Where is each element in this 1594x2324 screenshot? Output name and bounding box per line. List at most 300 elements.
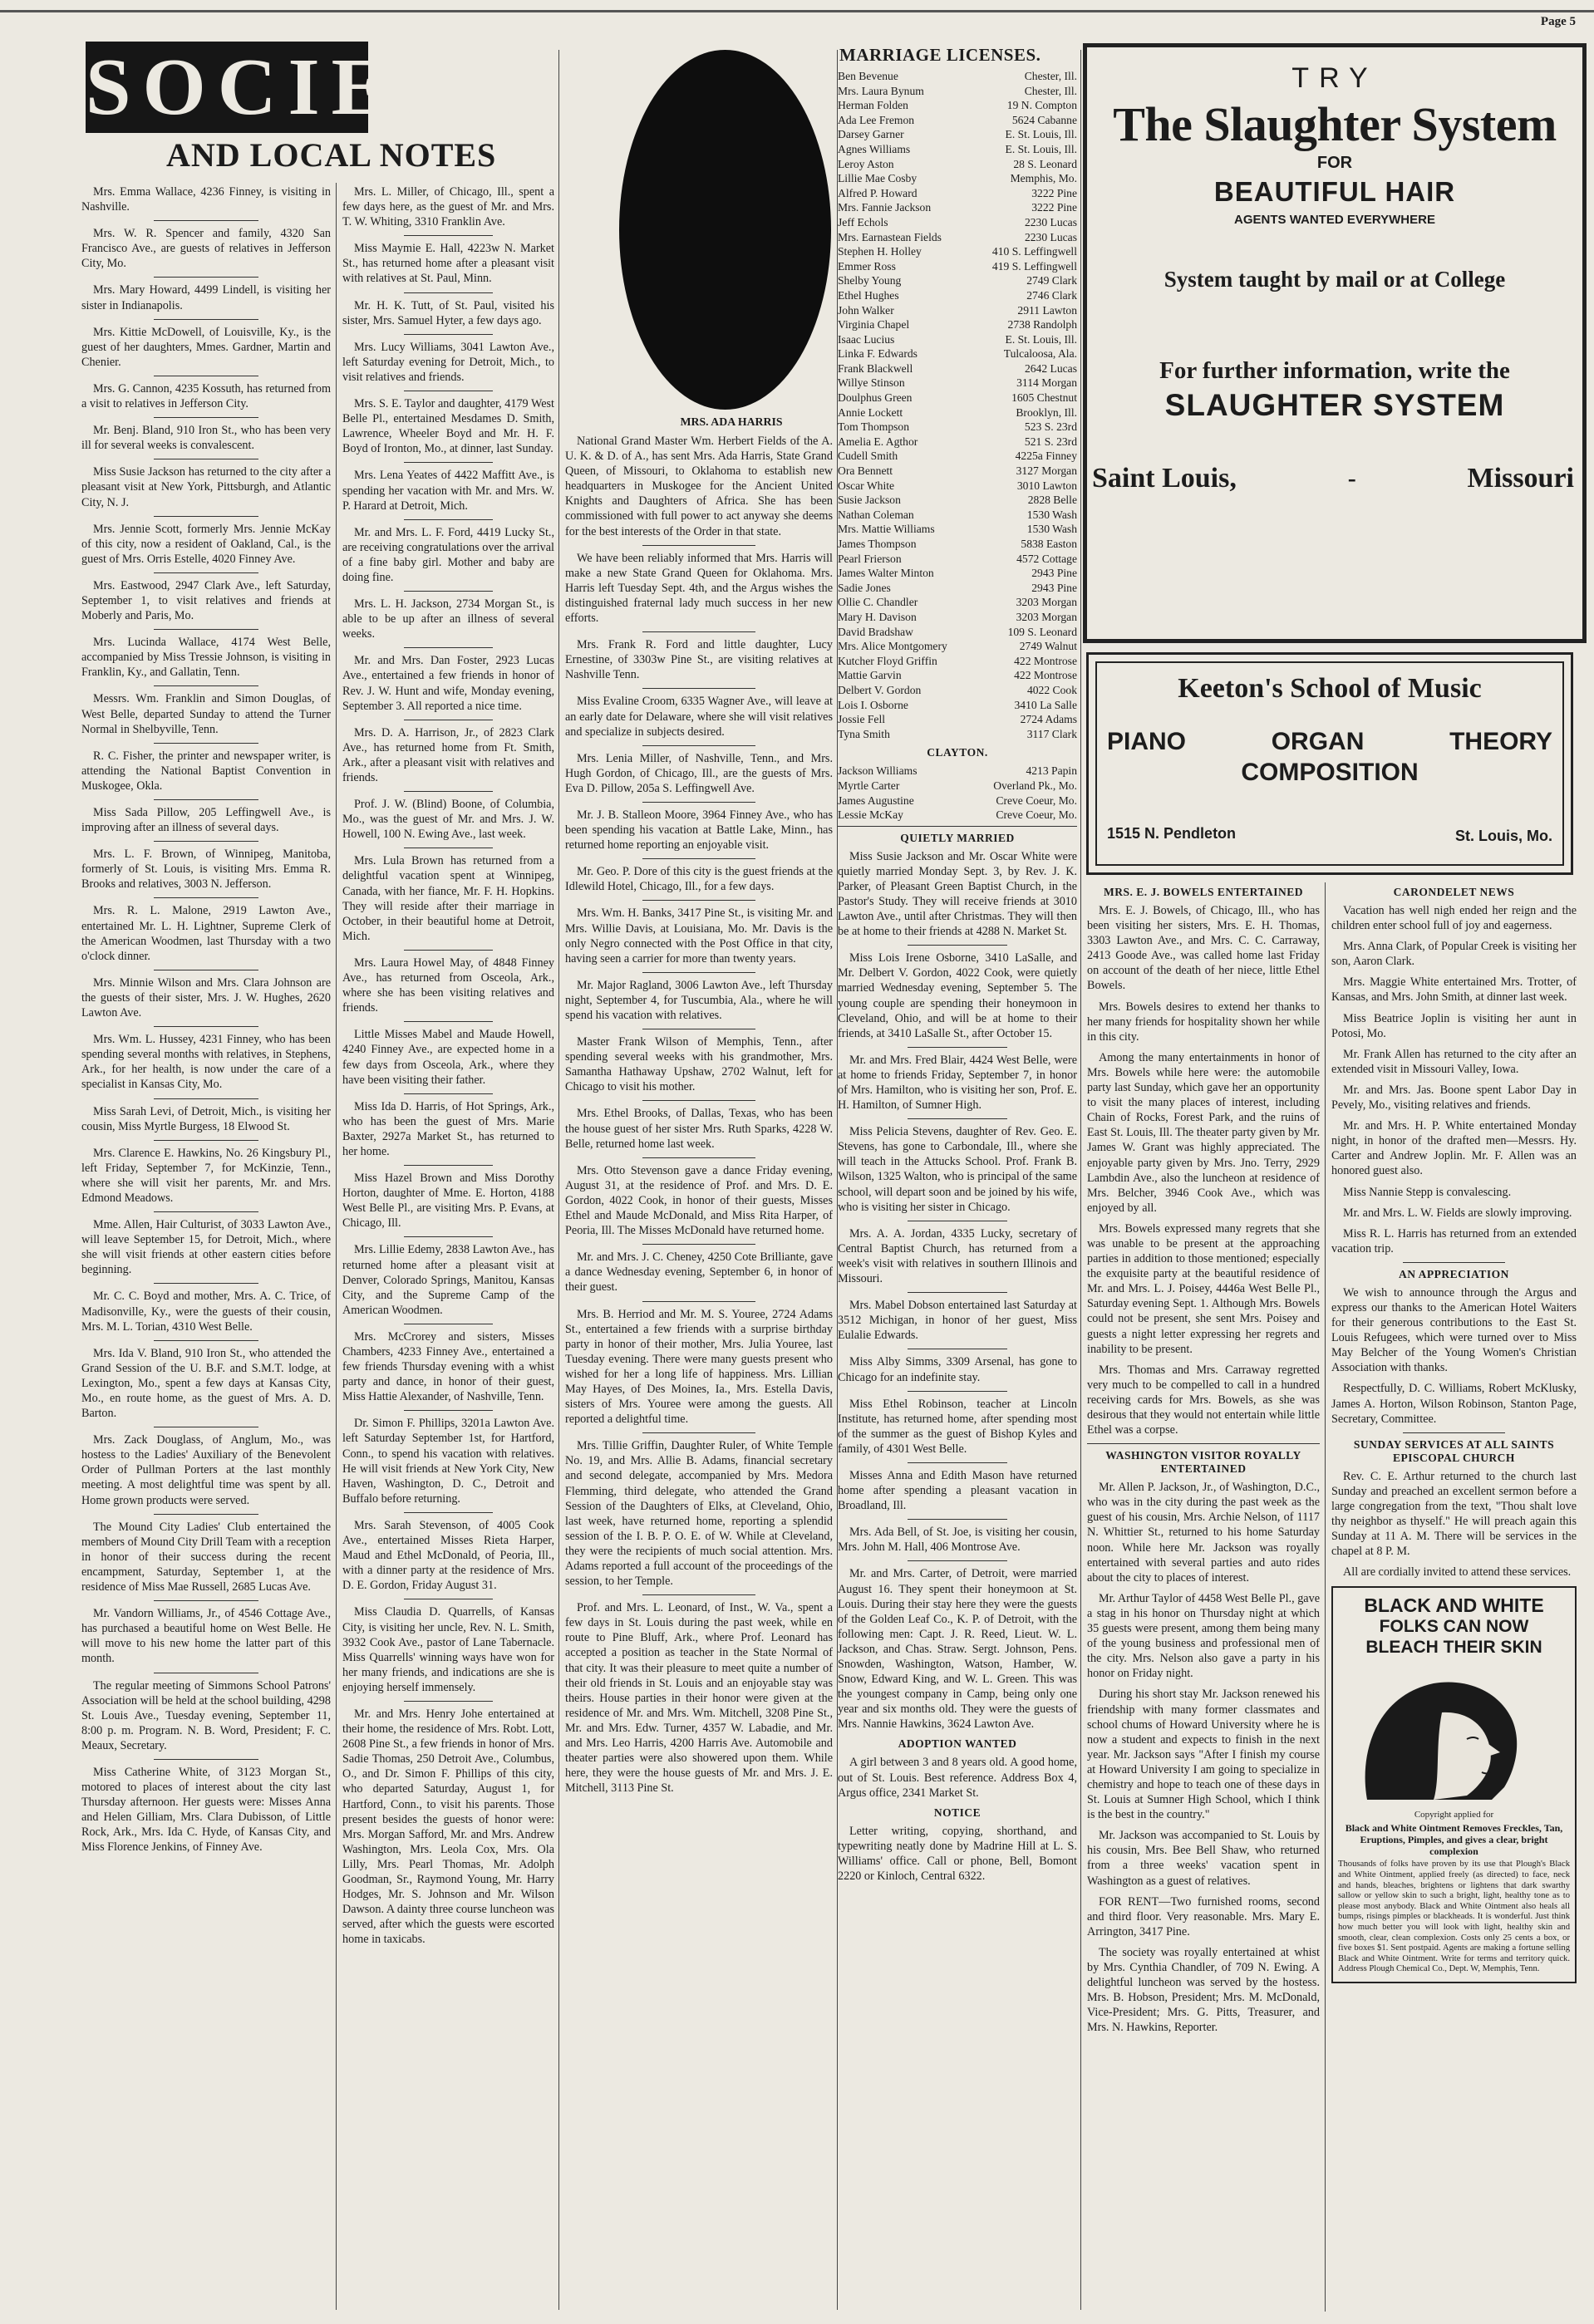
item-divider: [404, 1165, 493, 1166]
news-item: All are cordially invited to attend these services.: [1343, 1565, 1572, 1580]
license-name: Amelia E. Agthor: [838, 435, 918, 448]
license-name: Lessie McKay: [838, 808, 903, 822]
woman-profile-illustration: [1342, 1663, 1567, 1808]
license-name: Virginia Chapel: [838, 318, 910, 332]
item-divider: [154, 516, 258, 517]
news-item: Mrs. Emma Wallace, 4236 Finney, is visiting in Nashville.: [81, 185, 331, 214]
license-address: 3222 Pine: [1031, 186, 1077, 199]
item-divider: [154, 685, 258, 686]
license-name: Stephen H. Holley: [838, 245, 922, 258]
license-name: Leroy Aston: [838, 157, 894, 170]
license-entry: [838, 303, 1077, 318]
keeton-city: St. Louis, Mo.: [1455, 828, 1552, 844]
news-item: Mr. Benj. Bland, 910 Iron St., who has been very ill for several weeks is convalescent.: [81, 424, 331, 453]
license-name: Cudell Smith: [838, 450, 898, 463]
license-address: 5624 Cabanne: [1011, 113, 1077, 126]
news-item: Miss Sarah Levi, of Detroit, Mich., is visiting her cousin, Miss Myrtle Burgess, 18 Elwood St.: [81, 1104, 331, 1133]
item-divider: [404, 791, 493, 792]
license-name: Oscar White: [838, 479, 895, 492]
license-entry: [838, 244, 1077, 259]
news-item: Mr. C. C. Boyd and mother, Mrs. A. C. Trice, of Madisonville, Ky., were the guests of their cousin, Mrs. M. L. Torian, 4310 West Belle.: [81, 1290, 331, 1334]
license-address: 5838 Easton: [1021, 538, 1077, 550]
license-entry: [838, 259, 1077, 274]
bleach-line2: FOLKS CAN NOW: [1379, 1617, 1529, 1637]
bleach-tagline: Black and White Ointment Removes Freckles, Tan, Eruptions, Pimples, and gives a clear, bright complexion: [1345, 1822, 1563, 1858]
license-entry: [838, 127, 1077, 142]
carondelet-column: [1331, 881, 1577, 2310]
license-entry: [838, 332, 1077, 347]
item-divider: [642, 1244, 755, 1245]
news-item: Mme. Allen, Hair Culturist, of 3033 Lawton Ave., will leave September 15, for Detroit, Mich., where she will visit friends at other eastern cities before beginning.: [81, 1218, 331, 1277]
ad-taught: System taught by mail or at College: [1164, 267, 1506, 292]
license-name: James Thompson: [838, 538, 917, 550]
item-divider: [154, 220, 258, 221]
license-entry: [838, 171, 1077, 186]
news-item: Mrs. Sarah Stevenson, of 4005 Cook Ave., entertained Misses Rieta Harper, Maud and Ethel McDonald, of Peoria, Ill., with a dinner party at the residence of Mrs. D. E. Gordon, Friday August 31.: [342, 1518, 554, 1593]
item-divider: [908, 1519, 1008, 1520]
keeton-address: 1515 N. Pendleton: [1107, 825, 1237, 842]
news-item: Mrs. L. F. Brown, of Winnipeg, Manitoba, formerly of St. Louis, is visiting Mrs. Emma R. Brooks and relatives, 3003 N. Jefferson.: [81, 848, 331, 892]
news-item: Mrs. Lillie Edemy, 2838 Lawton Ave., has returned home after a pleasant visit at Denver, Colorado Springs, Manitou, Kansas City, and the Supreme Camp of the American Woodmen.: [342, 1243, 554, 1317]
news-item: Mrs. Maggie White entertained Mrs. Trotter, of Kansas, and Mrs. John Smith, at dinner last week.: [1331, 975, 1577, 1005]
news-item: Mrs. Ida V. Bland, 910 Iron St., who attended the Grand Session of the U. B.F. and S.M.T. lodge, at Lexington, Mo., spent a few days at Kansas City, Mo., en route home, as the guest of Mrs. A. D. Barton.: [81, 1346, 331, 1421]
item-divider: [404, 1701, 493, 1702]
appreciation-body: [1331, 1285, 1577, 1427]
marriage-licenses-list: [838, 69, 1077, 741]
news-item: Mrs. Frank R. Ford and little daughter, Lucy Ernestine, of 3303w Pine St., are visiting relatives at Nashville Tenn.: [565, 638, 833, 682]
license-entry: [838, 230, 1077, 245]
license-address: E. St. Louis, Ill.: [1005, 142, 1077, 155]
license-address: 2749 Clark: [1026, 274, 1077, 287]
news-item: Mr. Frank Allen has returned to the city after an extended visit in Missouri Valley, Iowa.: [1331, 1047, 1577, 1076]
license-address: 2746 Clark: [1026, 288, 1077, 302]
item-divider: [154, 1600, 258, 1601]
news-item: The Mound City Ladies' Club entertained the members of Mound City Drill Team with a reception in honor of their success during the recent encampment, Saturday, September 1, at the residence of Miss Mae Russell, 2685 Lucas Ave.: [81, 1520, 331, 1594]
license-address: 2943 Pine: [1031, 581, 1077, 594]
ad-agents: AGENTS WANTED EVERYWHERE: [1234, 213, 1435, 227]
license-name: Kutcher Floyd Griffin: [838, 654, 937, 667]
license-name: Alfred P. Howard: [838, 186, 918, 199]
adoption-text: A girl between 3 and 8 years old. A good home, out of St. Louis. Best reference. Address Box 4, Argus office, 2341 Market St.: [838, 1756, 1077, 1800]
ad-system: SLAUGHTER SYSTEM: [1164, 388, 1505, 422]
license-address: 2724 Adams: [1020, 713, 1077, 726]
top-rule: [0, 10, 1594, 12]
item-divider: [642, 858, 755, 859]
license-entry: [838, 508, 1077, 523]
item-divider: [642, 1432, 755, 1433]
news-item: Prof. J. W. (Blind) Boone, of Columbia, Mo., was the guest of Mr. and Mrs. J. W. Howell, 100 N. Ewing Ave., last week.: [342, 798, 554, 842]
washington-body: [1087, 1480, 1320, 2035]
license-entry: [838, 727, 1077, 742]
bleach-line1: BLACK AND WHITE: [1364, 1594, 1544, 1617]
news-item: Mrs. S. E. Taylor and daughter, 4179 West Belle Pl., entertained Mesdames D. Smith, Lawrence, Wheeler Boyd and Mr. H. F. Boyd of Ironton, Mo., at dinner, last Sunday.: [342, 397, 554, 456]
item-divider: [404, 1093, 493, 1094]
license-name: David Bradshaw: [838, 625, 913, 638]
license-name: Agnes Williams: [838, 142, 911, 155]
license-entry: [838, 552, 1077, 567]
license-entry: [838, 435, 1077, 450]
news-item: We have been reliably informed that Mrs. Harris will make a new State Grand Queen for Oklahoma. Mrs. Harris left Tuesday Sept. 4th, and the Argus wishes the distinguished fraternal lady much success in her new efforts.: [565, 551, 833, 626]
divider: [1403, 1262, 1506, 1263]
license-entry: [838, 391, 1077, 405]
license-entry: [838, 288, 1077, 303]
news-item: Miss Claudia D. Quarrells, of Kansas City, is visiting her uncle, Rev. N. L. Smith, 3932 Cook Ave., pastor of Lane Tabernacle. Miss Quarrells' winning ways have won for her many friends, and indications are she is enjoying herself immensely.: [342, 1605, 554, 1694]
license-address: 3410 La Salle: [1014, 698, 1077, 711]
item-divider: [404, 647, 493, 648]
news-item: Mrs. Lucy Williams, 3041 Lawton Ave., left Saturday evening for Detroit, Mich., to visit relatives and friends.: [342, 340, 554, 384]
license-address: 419 S. Leffingwell: [991, 259, 1077, 273]
news-item: Miss Ida D. Harris, of Hot Springs, Ark., who has been the guest of Mrs. Marie Baxter, 2927a Market St., has returned to her home.: [342, 1099, 554, 1158]
news-item: Misses Anna and Edith Mason have returned home after spending a pleasant vacation in Broadland, Ill.: [838, 1468, 1077, 1513]
news-item: Mrs. Thomas and Mrs. Carraway regretted very much to be compelled to call in a hundred receiving cards for Mrs. Bowels, as she was desirous that they would not entertain while little Ethel was a corpse.: [1087, 1363, 1320, 1437]
item-divider: [154, 277, 258, 278]
license-address: 4022 Cook: [1026, 683, 1077, 696]
item-divider: [908, 1560, 1008, 1561]
news-item: Mrs. Bowels expressed many regrets that she was unable to be present at the approaching parties in addition to those mentioned; especially the exquisite party at the beautiful residence of Mr. and Mrs. L. J. Poisey, 4446a West Belle Pl., Saturday evening Sept. 1. Although Mrs. Bowels could not be present, she sent Mrs. Poisey and guests a night letter expressing her regrets and inability to be present.: [1087, 1221, 1320, 1356]
license-entry: [838, 346, 1077, 361]
news-item: Miss Susie Jackson and Mr. Oscar White were quietly married Monday Sept. 3, by Rev. J. K. Parker, of Pleasant Green Baptist Church, in the Pastor's Study. They will receive friends at 3010 Lawton Ave., until after Christmas. They will then be at home to their friends at 4288 N. Market St.: [838, 849, 1077, 939]
license-address: Chester, Ill.: [1024, 84, 1077, 97]
license-name: Susie Jackson: [838, 494, 901, 507]
item-divider: [404, 519, 493, 520]
license-name: Ada Lee Fremon: [838, 113, 915, 126]
quietly-married-title: QUIETLY MARRIED: [900, 831, 1015, 844]
license-entry: [838, 479, 1077, 494]
news-item: Mr. Major Ragland, 3006 Lawton Ave., left Thursday night, September 4, for Tuscumbia, Ala., where he will spend his vacation with relatives.: [565, 978, 833, 1022]
news-item: Mrs. Wm. L. Hussey, 4231 Finney, who has been spending several months with relatives, in Stephens, Ark., for her health, is now under the care of a specialist in Kansas City, Mo.: [81, 1033, 331, 1092]
item-divider: [642, 802, 755, 803]
appreciation-title: AN APPRECIATION: [1399, 1267, 1509, 1280]
divider: [1403, 1432, 1506, 1433]
ad-hair: BEAUTIFUL HAIR: [1213, 176, 1456, 207]
bleach-ad: [1331, 1586, 1577, 1983]
sunday-body: [1331, 1469, 1577, 1580]
license-entry: [838, 610, 1077, 625]
keeton-music-ad: [1086, 652, 1573, 875]
news-item: The regular meeting of Simmons School Patrons' Association will be held at the school building, 4298 St. Louis Ave., Tuesday evening, September 11, 8:00 p. m. Program. N. B. Word, President; F. C. Meaux, Secretary.: [81, 1678, 331, 1752]
license-address: Chester, Ill.: [1024, 70, 1077, 82]
ad-for: FOR: [1316, 154, 1353, 172]
license-entry: [838, 157, 1077, 172]
license-name: James Augustine: [838, 794, 914, 807]
news-item: Mr. Vandorn Williams, Jr., of 4546 Cottage Ave., has purchased a beautiful home on West Belle. He will move to his new home the latter part of this month.: [81, 1607, 331, 1666]
news-item: Mr. J. B. Stalleon Moore, 3964 Finney Ave., who has been spending his vacation at Battle Lake, Minn., has returned home reporting an enjoyable visit.: [565, 808, 833, 852]
license-entry: [838, 361, 1077, 376]
carondelet-body: [1331, 903, 1577, 1256]
news-item: Mrs. G. Cannon, 4235 Kossuth, has returned from a visit to relatives in Jefferson City.: [81, 381, 331, 411]
license-entry: [838, 273, 1077, 288]
item-divider: [154, 417, 258, 418]
license-address: 109 S. Leonard: [1007, 625, 1077, 638]
news-item: Mrs. Anna Clark, of Popular Creek is visiting her son, Aaron Clark.: [1331, 940, 1577, 969]
license-entry: [838, 566, 1077, 581]
item-divider: [154, 897, 258, 898]
slaughter-system-ad: [1083, 43, 1587, 643]
license-name: Delbert V. Gordon: [838, 683, 922, 696]
license-address: 2943 Pine: [1031, 567, 1077, 580]
marriage-column: [838, 42, 1077, 2310]
washington-title: WASHINGTON VISITOR ROYALLY ENTERTAINED: [1105, 1449, 1301, 1476]
news-item: Mrs. B. Herriod and Mr. M. S. Youree, 2724 Adams St., entertained a few friends with a surprise birthday party in honor of their mother, Mrs. Julia Youree, last Tuesday evening. There were many guests present who wished for her a long life of happiness. Mrs. Lillian May Hayes, of Des Moines, Ia., Mrs. Estella Davis, sisters of Mrs. Youree were among the guests. All reported a delightful time.: [565, 1307, 833, 1427]
bowels-body: [1087, 903, 1320, 1437]
news-item: Mrs. L. H. Jackson, 2734 Morgan St., is able to be up after an illness of several weeks.: [342, 597, 554, 641]
news-item: Mr. and Mrs. Dan Foster, 2923 Lucas Ave., entertained a few friends in honor of Rev. J. W. Hunt and wife, Monday evening, September 3. All reported a nice time.: [342, 654, 554, 713]
item-divider: [154, 1283, 258, 1284]
item-divider: [642, 745, 755, 746]
license-name: Ora Bennett: [838, 464, 893, 478]
clayton-head: CLAYTON.: [927, 746, 988, 759]
license-address: 1530 Wash: [1026, 523, 1077, 536]
license-name: Frank Blackwell: [838, 361, 913, 375]
news-item: Miss Sada Pillow, 205 Leffingwell Ave., is improving after an illness of several days.: [81, 806, 331, 835]
news-item: Miss Hazel Brown and Miss Dorothy Horton, daughter of Mme. E. Horton, 4188 West Belle Pl., are visiting Mrs. P. Evans, at Chicago, Ill.: [342, 1172, 554, 1231]
news-item: Mrs. Ada Bell, of St. Joe, is visiting her cousin, Mrs. John M. Hall, 406 Montrose Ave.: [838, 1526, 1077, 1555]
column-rule-4: [1080, 50, 1081, 2310]
license-name: Annie Lockett: [838, 405, 903, 419]
news-item: Master Frank Wilson of Memphis, Tenn., after spending several weeks with his grandmother, Mrs. Samantha Hathaway Upshaw, 2702 Walnut, left for Chicago to visit his mother.: [565, 1035, 833, 1094]
item-divider: [908, 1462, 1008, 1463]
license-name: Tom Thompson: [838, 420, 910, 434]
license-entry: [838, 712, 1077, 727]
news-item: National Grand Master Wm. Herbert Fields of the A. U. K. & D. of A., has sent Mrs. Ada Harris, State Grand Queen, of Missouri, to Oklahoma to establish new headquarters in Muskogee for the Ancient United Knights and Daughters of Africa. She has been commissioned with full power to act anyway she deems for the best interests of the Order in that state.: [565, 435, 833, 538]
license-name: John Walker: [838, 303, 894, 317]
license-address: Memphis, Mo.: [1010, 172, 1077, 185]
license-entry: [838, 200, 1077, 215]
item-divider: [404, 950, 493, 951]
license-entry: [838, 405, 1077, 420]
news-item: Mrs. Bowels desires to extend her thanks to her many friends for hospitality shown her while in this city.: [1087, 1000, 1320, 1044]
keeton-piano: PIANO: [1107, 728, 1187, 755]
license-address: Creve Coeur, Mo.: [996, 808, 1077, 822]
sunday-title: SUNDAY SERVICES AT ALL SAINTS EPISCOPAL CHURCH: [1353, 1437, 1555, 1464]
keeton-subjects: [1107, 728, 1552, 756]
news-item: Mr. and Mrs. J. C. Cheney, 4250 Cote Brilliante, gave a dance Wednesday evening, September 6, in honor of their guest.: [565, 1250, 833, 1295]
item-divider: [404, 462, 493, 463]
item-divider: [908, 1391, 1008, 1392]
news-item: Prof. and Mrs. L. Leonard, of Inst., W. Va., spent a few days in St. Louis during the past week, while en route to Pine Bluff, Ark., where Prof. Leonard has accepted a position as teacher in the State Normal of that city. It was their pleasure to meet quite a number of their old friends in St. Louis and an enjoyable stay was theirs. House parties in their honor were given at the residence of Mr. and Mrs. Wm. Mitchell, 3208 Pine St., Mr. and Mrs. Edw. Turner, 4357 W. Labadie, and Mr. and Mrs. Leo Harris, 4200 Harris Ave. Automobile and theater parties were also showered upon them. While here, they were the house guests of Mr. and Mrs. J. E. Mitchell, 3113 Pine St.: [565, 1601, 833, 1796]
license-address: 3010 Lawton: [1016, 479, 1077, 492]
item-divider: [154, 572, 258, 573]
license-address: 19 N. Compton: [1006, 99, 1077, 112]
notice-text: Letter writing, copying, shorthand, and typewriting neatly done by Madrine Hill at L. S. Williams' office. Call or phone, Bell, Bomont 2220 or Kinloch, Central 6322.: [838, 1824, 1077, 1884]
item-divider: [154, 1140, 258, 1141]
item-divider: [154, 799, 258, 800]
license-name: Darsey Garner: [838, 128, 904, 141]
bowels-title: MRS. E. J. BOWELS ENTERTAINED: [1104, 886, 1303, 898]
news-item: During his short stay Mr. Jackson renewed his friendship with many former classmates and school chums of Howard University where he is now a student and expects to finish in the next year. Mr. Jackson says "After I finish my course at Howard University I am going to specialize in chemistry and hope to teach one of these days in St. Louis at Sumner High School, which I think is the best in the country.": [1087, 1688, 1320, 1822]
license-address: 422 Montrose: [1014, 669, 1077, 682]
license-address: 2230 Lucas: [1024, 230, 1077, 243]
license-entry: [838, 764, 1077, 779]
item-divider: [642, 1301, 755, 1302]
license-entry: [838, 794, 1077, 808]
item-divider: [642, 1594, 755, 1595]
item-divider: [908, 945, 1008, 946]
divider: [1087, 1443, 1320, 1444]
news-item: Mrs. Otto Stevenson gave a dance Friday evening, August 31, at the residence of Prof. and Mrs. D. E. Gordon, 4022 Cook, in honor of their guests, Misses Ethel and Maude McDonald, and Miss Rita Harper, of Peoria, Ill. The Misses McDonald have returned home.: [565, 1163, 833, 1238]
license-entry: [838, 113, 1077, 128]
license-entry: [838, 464, 1077, 479]
license-name: Linka F. Edwards: [838, 347, 918, 361]
news-item: Messrs. Wm. Franklin and Simon Douglas, of West Belle, departed Sunday to attend the Turner Normal in Shelbyville, Tenn.: [81, 692, 331, 736]
license-entry: [838, 522, 1077, 537]
news-item: Mr. Arthur Taylor of 4458 West Belle Pl., gave a stag in his honor on Thursday night at which 35 guests were present, among them being many of the young business and professional men of the city. Mrs. Nelson also gave a party in his honor on Friday night.: [1087, 1591, 1320, 1681]
bleach-body: Thousands of folks have proven by its use that Plough's Black and White Ointment, applied freely (as directed) to face, neck and hands, bleaches, brightens or lightens that dark swarthy sallow or yellow skin to such a bright, light, healthy tone as to please most anybody. Black and White Ointment also heals all bumps, risings pimples or blackheads. It is wonderful. Just think how much better you will look with light, healthy skin and smooth, clear, clean complexion. Costs only 25 cents a box, or five boxes $1. Sent postpaid. Agents are making a fortune selling Black and White Ointment. Write for terms and territory quick. Address Plough Chemical Co., Dept. W, Memphis, Tenn.: [1338, 1860, 1570, 1974]
license-name: Herman Folden: [838, 99, 908, 112]
license-entry: [838, 654, 1077, 669]
item-divider: [908, 1292, 1008, 1293]
news-item: Mrs. Lena Yeates of 4422 Maffitt Ave., is spending her vacation with Mr. and Mrs. W. P. Harard at Detroit, Mich.: [342, 469, 554, 513]
license-name: Ben Bevenue: [838, 70, 898, 82]
news-item: Among the many entertainments in honor of Mrs. Bowels while here were: the automobile party last Sunday, which gave her an opportunity to visit the many places of interest, including Chain of Rocks, Forest Park, and the ruins of East St. Louis, Ill. The theater party given by Mr. James W. Grant was highly appreciated. The enjoyable party given by Mrs. Jno. Terry, 2929 Lambdin Ave., also the luncheon at residence of Mrs. Belcher, 3946 Cook Ave., which was enjoyed by all.: [1087, 1050, 1320, 1215]
news-item: Miss Maymie E. Hall, 4223w N. Market St., has returned home after a pleasant visit with relatives at St. Paul, Minn.: [342, 242, 554, 286]
item-divider: [154, 1514, 258, 1515]
license-address: 3222 Pine: [1031, 201, 1077, 214]
bleach-copyright: Copyright applied for: [1414, 1810, 1494, 1820]
ad-try: TRY: [1291, 62, 1378, 94]
news-item: Mrs. Ethel Brooks, of Dallas, Texas, who has been the house guest of her sister Mrs. Ruth Sparks, 4228 W. Belle, returned home last week.: [565, 1107, 833, 1151]
item-divider: [404, 591, 493, 592]
license-entry: [838, 808, 1077, 823]
news-item: Miss Lois Irene Osborne, 3410 LaSalle, and Mr. Delbert V. Gordon, 4022 Cook, were quietly married Wednesday evening, September 5. The young couple are spending their honeymoon in Cleveland, Ohio, and will be at home to their friends, at 3410 LaSalle St., after October 15.: [838, 951, 1077, 1040]
item-divider: [404, 292, 493, 293]
news-item: Mrs. Laura Howel May, of 4848 Finney Ave., has returned from Osceola, Ark., where she has been visiting relatives and friends.: [342, 956, 554, 1015]
society-column-1: [81, 184, 331, 2312]
news-item: R. C. Fisher, the printer and newspaper writer, is attending the National Baptist Convention in Muskogee, Okla.: [81, 749, 331, 793]
divider: [838, 826, 1077, 827]
news-item: Mrs. Zack Douglass, of Anglum, Mo., was hostess to the Ladies' Auxiliary of the Benevolent Order of Pullman Porters at the last monthly meeting. A most delightful time was spent by all. Home grown products were served.: [81, 1433, 331, 1507]
news-item: Miss Nannie Stepp is convalescing.: [1343, 1185, 1512, 1199]
license-address: 2738 Randolph: [1007, 318, 1077, 332]
item-divider: [404, 1512, 493, 1513]
license-name: Willye Stinson: [838, 376, 905, 390]
news-item: Mrs. L. Miller, of Chicago, Ill., spent a few days here, as the guest of Mr. and Mrs. T. W. Whiting, 3310 Franklin Ave.: [342, 185, 554, 229]
page-number: Page 5: [1540, 15, 1576, 28]
license-entry: [838, 668, 1077, 683]
news-item: Mr. and Mrs. Jas. Boone spent Labor Day in Pevely, Mo., visiting relatives and friends.: [1331, 1083, 1577, 1113]
item-divider: [154, 1340, 258, 1341]
news-item: Mr. H. K. Tutt, of St. Paul, visited his sister, Mrs. Samuel Hyter, a few days ago.: [342, 298, 554, 327]
clayton-list: [838, 764, 1077, 822]
news-item: FOR RENT—Two furnished rooms, second and third floor. Very reasonable. Mrs. Mary E. Arrington, 3417 Pine.: [1087, 1894, 1320, 1938]
news-item: Mrs. Clarence E. Hawkins, No. 26 Kingsbury Pl., left Friday, September 7, for McKinzie, Tenn., where she will visit her parents, Mr. and Mrs. Edmond Meadows.: [81, 1146, 331, 1205]
license-entry: [838, 493, 1077, 508]
item-divider: [642, 972, 755, 973]
item-divider: [642, 688, 755, 689]
bowels-column: [1087, 881, 1320, 2310]
item-divider: [154, 841, 258, 842]
news-item: Miss Pelicia Stevens, daughter of Rev. Geo. E. Stevens, has gone to Carbondale, Ill., where she will teach in the Attucks School. Prof. Frank B. Wilson, 1325 Walton, who is principal of the same school, will depart soon and be joined by his wife, who is visiting her sister in Chicago.: [838, 1125, 1077, 1214]
license-name: Jeff Echols: [838, 215, 888, 228]
license-address: 1605 Chestnut: [1011, 391, 1077, 405]
item-divider: [154, 1098, 258, 1099]
news-item: Miss Beatrice Joplin is visiting her aunt in Potosi, Mo.: [1331, 1011, 1577, 1040]
item-divider: [154, 1211, 258, 1212]
license-entry: [838, 537, 1077, 552]
bleach-line3: BLEACH THEIR SKIN: [1365, 1638, 1542, 1658]
license-address: E. St. Louis, Ill.: [1005, 128, 1077, 141]
ad-info: For further information, write the: [1159, 357, 1510, 384]
license-entry: [838, 84, 1077, 99]
portrait-image: [619, 50, 831, 410]
news-item: Mrs. Kittie McDowell, of Louisville, Ky., is the guest of her daughters, Mmes. Gardner, Martin and Chenier.: [81, 325, 331, 369]
license-address: 2911 Lawton: [1017, 303, 1077, 317]
license-address: 4572 Cottage: [1016, 552, 1077, 565]
license-address: 3203 Morgan: [1016, 610, 1077, 623]
license-name: Doulphus Green: [838, 391, 913, 405]
item-divider: [154, 1759, 258, 1760]
item-divider: [642, 900, 755, 901]
news-item: Mrs. A. A. Jordan, 4335 Lucky, secretary of Central Baptist Church, has returned from a week's visit with relatives in southern Illinois and Missouri.: [838, 1226, 1077, 1286]
society-banner: SOCIETY: [86, 42, 534, 132]
news-item: Mrs. Lucinda Wallace, 4174 West Belle, accompanied by Miss Tressie Johnson, is visiting in Franklin, Ky., and Gallatin, Tenn.: [81, 636, 331, 680]
news-item: Miss R. L. Harris has returned from an extended vacation trip.: [1331, 1226, 1577, 1255]
license-name: Ollie C. Chandler: [838, 596, 918, 609]
ad-city-row: [1092, 463, 1574, 494]
license-name: Jackson Williams: [838, 764, 918, 778]
license-entry: [838, 98, 1077, 113]
keeton-composition: COMPOSITION: [1241, 759, 1419, 786]
portrait-caption: MRS. ADA HARRIS: [680, 415, 783, 428]
license-address: Overland Pk., Mo.: [993, 779, 1077, 792]
society-column-3: [565, 434, 833, 2312]
license-entry: [838, 420, 1077, 435]
license-address: 521 S. 23rd: [1024, 435, 1077, 448]
news-item: Rev. C. E. Arthur returned to the church last Sunday and preached an excellent sermon before a large congregation from the text, "Thou shalt love thy neighbor as thyself." He will preach again this Sunday at 11 A. M. There will be services in the chapel at 8 P. M.: [1331, 1469, 1577, 1559]
news-item: Dr. Simon F. Phillips, 3201a Lawton Ave. left Saturday September 1st, for Hartford, Conn., to spend his vacation with relatives. He will visit friends at New York City, New Haven, Washington, D. C., Detroit and Buffalo before returning.: [342, 1417, 554, 1506]
news-item: Miss Catherine White, of 3123 Morgan St., motored to places of interest about the city last Thursday afternoon. Her guests were: Misses Anna and Helen Gilliam, Mrs. Clara Dubisson, of Little Rock, Ark., Mrs. Ida C. Hyde, of Kansas City, and Miss Florence Jenkins, of Finney Ave.: [81, 1765, 331, 1855]
news-item: Mr. and Mrs. H. P. White entertained Monday night, in honor of the drafted men—Messrs. Hy. Carter and Andrew Joplin. Mr. F. Allen was an honored guest also.: [1331, 1119, 1577, 1178]
quietly-married-body: [838, 849, 1077, 1732]
news-item: Mrs. Mabel Dobson entertained last Saturday at 3512 Michigan, in honor of her guest, Miss Eulalie Edwards.: [838, 1299, 1077, 1343]
license-entry: [838, 683, 1077, 698]
item-divider: [404, 235, 493, 236]
item-divider: [154, 629, 258, 630]
license-address: 3127 Morgan: [1016, 464, 1077, 478]
license-name: Isaac Lucius: [838, 332, 895, 346]
news-item: Miss Ethel Robinson, teacher at Lincoln Institute, has returned home, after spending most of the summer as the guest of Bishop Kyles and family, of 4301 West Belle.: [838, 1397, 1077, 1456]
license-address: 3203 Morgan: [1016, 596, 1077, 609]
license-name: James Walter Minton: [838, 567, 934, 580]
news-item: Mrs. Lula Brown has returned from a delightful vacation spent at Winnipeg, Canada, with her fiance, Mr. F. H. Hopkins. They will reside after their marriage in October, in their beautiful home at Detroit, Mich.: [342, 854, 554, 943]
news-item: Mrs. Tillie Griffin, Daughter Ruler, of White Temple No. 19, and Mrs. Allie B. Adams, financial secretary and second delegate, accompanied by Mrs. Medora Flemming, third delegate, who attended the Grand Session of the Daughters of Elks, at Cleveland, Ohio, last week, have returned home, reporting a splendid session of the I. B. P. O. E. of W. While at Cleveland, they were the recipients of much social attention. Mrs. Adams reported a full account of the proceedings of the session, to her Temple.: [565, 1439, 833, 1589]
item-divider: [908, 1047, 1008, 1048]
license-address: 4225a Finney: [1015, 450, 1077, 463]
license-address: Brooklyn, Ill.: [1016, 405, 1077, 419]
license-name: Mattie Garvin: [838, 669, 902, 682]
license-name: Emmer Ross: [838, 259, 896, 273]
license-name: Lois I. Osborne: [838, 698, 908, 711]
license-name: Mrs. Alice Montgomery: [838, 640, 947, 653]
license-address: 523 S. 23rd: [1024, 420, 1077, 434]
item-divider: [642, 545, 755, 546]
news-item: Miss Susie Jackson has returned to the city after a pleasant visit at New York, Pittsburgh, and Atlantic City, N. J.: [81, 465, 331, 509]
news-item: Mrs. Eastwood, 2947 Clark Ave., left Saturday, September 1, to visit relatives and friends at Moberly and Paris, Mo.: [81, 578, 331, 623]
license-address: 2749 Walnut: [1019, 640, 1077, 653]
license-entry: [838, 698, 1077, 713]
society-column-2: [342, 184, 554, 2312]
license-entry: [838, 142, 1077, 157]
ad-slaughter-name: The Slaughter System: [1113, 97, 1557, 151]
license-entry: [838, 639, 1077, 654]
license-address: 3117 Clark: [1026, 727, 1077, 740]
ad-city: Saint Louis,: [1092, 463, 1237, 494]
marriage-licenses-title: MARRIAGE LICENSES.: [839, 45, 1041, 65]
license-address: 1530 Wash: [1026, 508, 1077, 521]
news-item: Mr. Geo. P. Dore of this city is the guest friends at the Idlewild Hotel, Chicago, Ill., for a few days.: [565, 865, 833, 894]
item-divider: [404, 1236, 493, 1237]
news-item: Little Misses Mabel and Maude Howell, 4240 Finney Ave., are expected home in a few days from Osceola, Ark., where they have been visiting their father.: [342, 1028, 554, 1087]
